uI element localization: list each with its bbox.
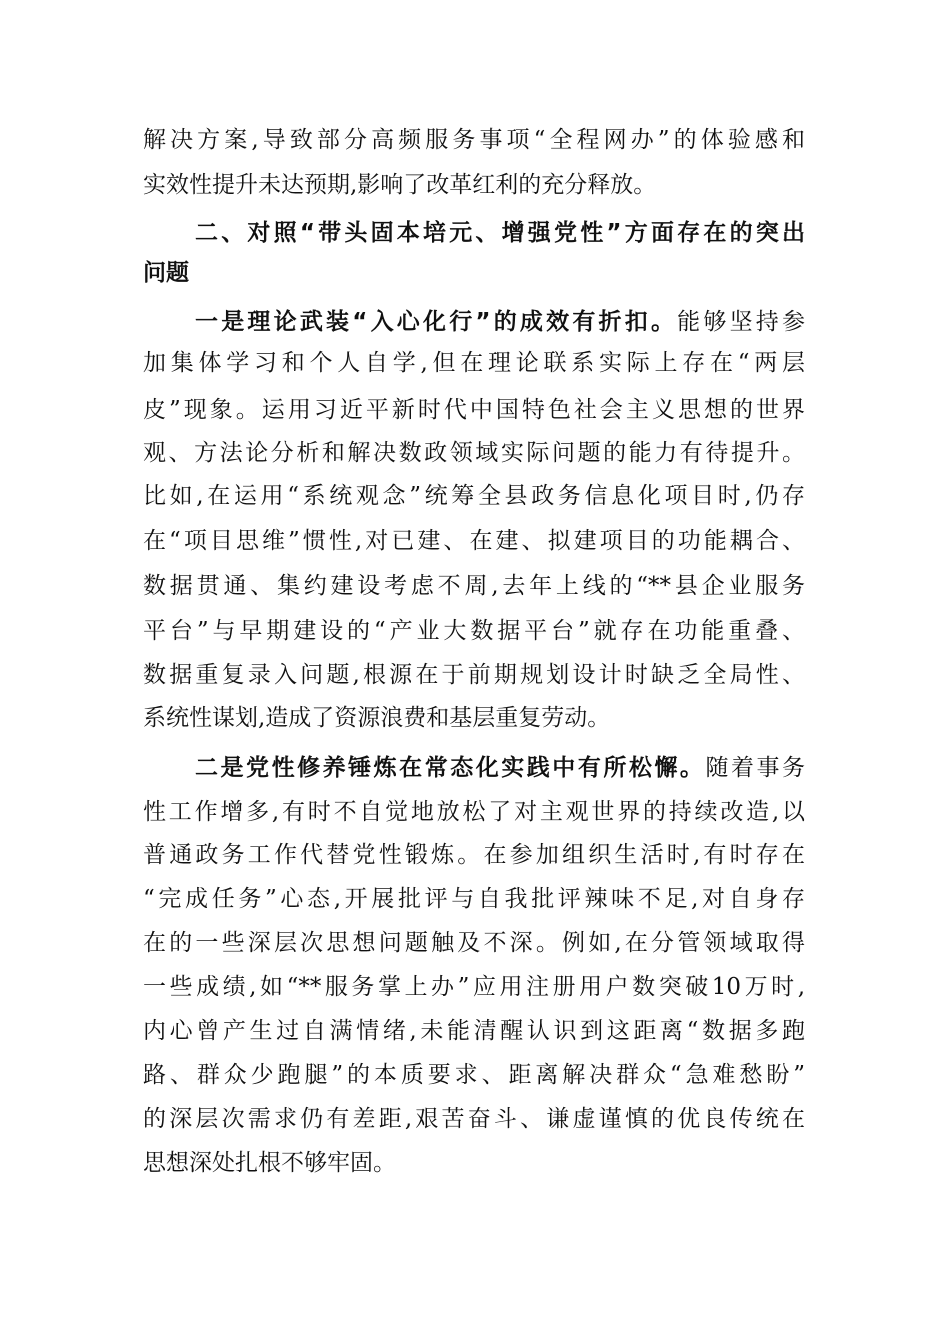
body-line: 路、群众少跑腿”的本质要求、距离解决群众“急难愁盼” [143, 1062, 805, 1088]
paragraph-first-line [195, 307, 805, 337]
body-line: 实效性提升未达预期,影响了改革红利的充分释放。 [143, 172, 657, 198]
section-heading: 二、对照“带头固本培元、增强党性”方面存在的突出 [195, 220, 805, 246]
body-line: 皮”现象。运用习近平新时代中国特色社会主义思想的世界 [143, 397, 805, 423]
body-line: “完成任务”心态,开展批评与自我批评辣味不足,对自身存 [143, 886, 805, 912]
body-line: 在“项目思维”惯性,对已建、在建、拟建项目的功能耦合、 [143, 528, 805, 554]
section-heading: 问题 [143, 260, 189, 286]
body-line: 观、方法论分析和解决数政领域实际问题的能力有待提升。 [143, 440, 805, 466]
body-line: 加集体学习和个人自学,但在理论联系实际上存在“两层 [143, 350, 805, 376]
body-line: 的深层次需求仍有差距,艰苦奋斗、谦虚谨慎的优良传统在 [143, 1106, 805, 1132]
paragraph-first-line [195, 753, 805, 783]
body-line: 比如,在运用“系统观念”统筹全县政务信息化项目时,仍存 [143, 483, 805, 509]
body-line: 思想深处扎根不够牢固。 [143, 1150, 396, 1176]
body-text: 能够坚持参 [677, 309, 806, 335]
body-line: 数据贯通、集约建设考虑不周,去年上线的“**县企业服务 [143, 573, 805, 599]
body-line: 数据重复录入问题,根源在于前期规划设计时缺乏全局性、 [143, 662, 805, 688]
body-line: 性工作增多,有时不自觉地放松了对主观世界的持续改造,以 [143, 799, 805, 825]
body-line: 系统性谋划,造成了资源浪费和基层重复劳动。 [143, 705, 611, 731]
body-line: 平台”与早期建设的“产业大数据平台”就存在功能重叠、 [143, 618, 805, 644]
body-line: 内心曾产生过自满情绪,未能清醒认识到这距离“数据多跑 [143, 1018, 805, 1044]
paragraph-lead: 一是理论武装“入心化行”的成效有折扣。 [195, 309, 678, 335]
paragraph-lead: 二是党性修养锤炼在常态化实践中有所松懈。 [195, 755, 706, 781]
body-line: 普通政务工作代替党性锻炼。在参加组织生活时,有时存在 [143, 842, 805, 868]
body-text: 随着事务 [705, 755, 806, 781]
body-line: 解决方案,导致部分高频服务事项“全程网办”的体验感和 [143, 127, 805, 153]
body-line: 一些成绩,如“**服务掌上办”应用注册用户数突破10万时, [143, 974, 805, 1000]
body-line: 在的一些深层次思想问题触及不深。例如,在分管领域取得 [143, 930, 805, 956]
